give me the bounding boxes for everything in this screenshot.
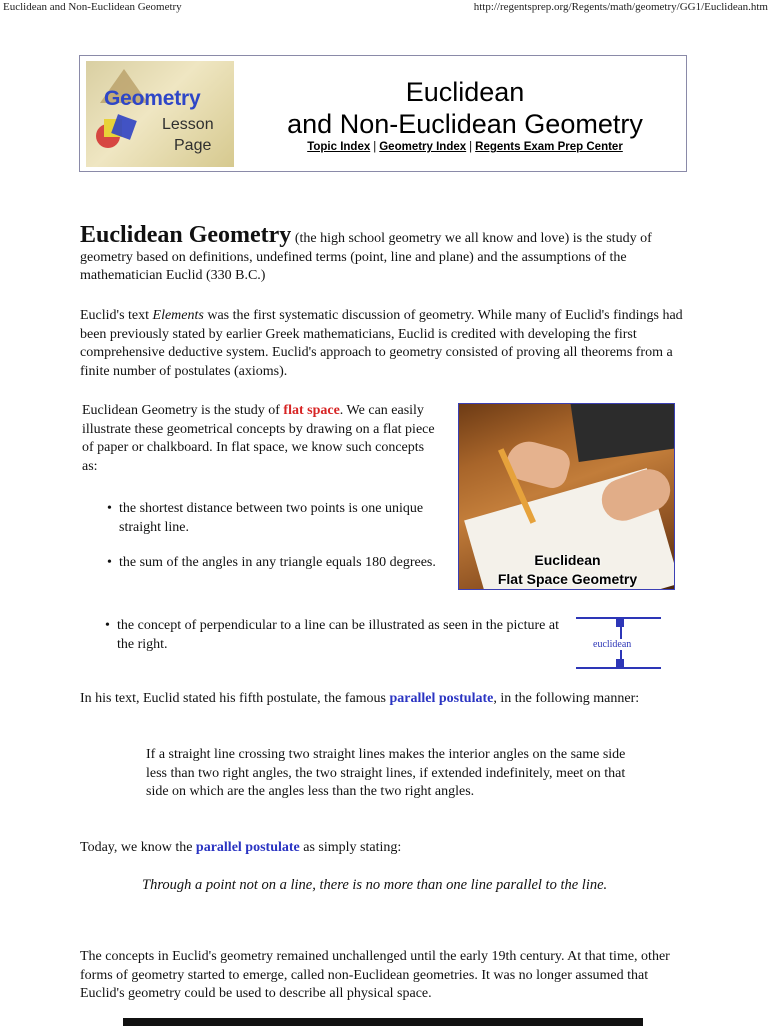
regents-exam-prep-link[interactable]: Regents Exam Prep Center <box>475 141 623 153</box>
parallel-intro-paragraph <box>80 690 685 709</box>
logo-line2: Page <box>174 137 212 154</box>
flat-space-photo <box>458 403 675 590</box>
geometry-lesson-logo[interactable] <box>86 61 234 167</box>
list-item <box>105 617 567 654</box>
page-title <box>255 76 675 140</box>
photo-caption-line2: Flat Space Geometry <box>497 571 638 587</box>
perpendicular-diagram <box>576 615 661 671</box>
today-text-start: Today, we know the <box>80 840 196 855</box>
today-text-rest: as simply stating: <box>299 840 402 855</box>
closing-paragraph: The concepts in Euclid's geometry remained unchallenged until the early 19th century. At that time, other forms of geometry started to emerge, called non-Euclidean geometries. It was no longer assumed that Euclid's geometry could be used to describe all physical space. <box>80 949 670 1001</box>
perp-diagram-label: euclidean <box>593 639 632 650</box>
bullet-icon: • <box>105 618 110 633</box>
right-angle-marker-icon <box>616 659 624 667</box>
list-item <box>107 554 439 573</box>
bullet-icon: • <box>107 555 112 570</box>
parallel-postulate-quote: Through a point not on a line, there is no more than one line parallel to the line. <box>142 877 608 893</box>
bullet-text: the shortest distance between two points is one unique straight line. <box>119 501 424 535</box>
logo-line1: Lesson <box>162 116 214 133</box>
link-separator: | <box>373 141 377 153</box>
fifth-postulate-quote: If a straight line crossing two straight lines makes the interior angles on the same side less than two right angles, the two straight lines, if extended indefinitely, meet on that side on which are the angles less than the two right angles. <box>146 747 626 799</box>
link-separator: | <box>469 141 473 153</box>
today-paragraph <box>80 839 685 858</box>
intro-text: (the high school geometry we all know and love) is the study of geometry based on definitions, undefined terms (point, line and plane) and the assumptions of the mathematician Euclid (330 B.C.) <box>80 231 652 283</box>
print-header <box>0 0 768 16</box>
elements-text-start: Euclid's text <box>80 308 153 323</box>
elements-book-title: Elements <box>152 308 204 323</box>
logo-title: Geometry <box>104 87 201 110</box>
flat-space-paragraph <box>82 402 442 476</box>
parallel-postulate-link[interactable]: parallel postulate <box>195 840 300 855</box>
print-header-url: http://regentsprep.org/Regents/math/geometry/GG1/Euclidean.htm <box>473 1 768 13</box>
elements-text-rest: was the first systematic discussion of geometry. While many of Euclid's findings had been previously stated by earlier Greek mathematicians, Euclid is credited with developing the first comprehensive deductive system. Euclid's approach to geometry consisted of proving all theorems from a finite number of postulates (axioms). <box>80 308 683 379</box>
photo-sleeve <box>570 403 675 462</box>
page-banner <box>79 55 687 172</box>
list-item <box>107 500 439 537</box>
intro-paragraph <box>80 222 685 286</box>
print-header-title: Euclidean and Non-Euclidean Geometry <box>3 1 182 13</box>
parallel-text-start: In his text, Euclid stated his fifth postulate, the famous <box>80 691 390 706</box>
bottom-image-edge <box>123 1018 643 1026</box>
nav-links <box>255 141 675 153</box>
page-title-line1: Euclidean <box>405 77 525 107</box>
bullet-text: the sum of the angles in any triangle equals 180 degrees. <box>119 555 436 570</box>
photo-caption-line1: Euclidean <box>534 552 601 568</box>
bullet-text: the concept of perpendicular to a line can be illustrated as seen in the picture at the right. <box>117 618 559 652</box>
parallel-line-bottom <box>576 667 661 669</box>
right-angle-marker-icon <box>616 619 624 627</box>
elements-paragraph <box>80 307 685 381</box>
parallel-postulate-link[interactable]: parallel postulate <box>389 691 494 706</box>
flat-space-text-rest: . We can easily illustrate these geometrical concepts by drawing on a flat piece of paper or chalkboard. In flat space, we know such concepts as: <box>82 403 435 474</box>
intro-term: Euclidean Geometry <box>80 222 292 248</box>
flat-space-highlight: flat space <box>283 403 340 418</box>
page-title-line2: and Non-Euclidean Geometry <box>287 109 643 139</box>
flat-space-text-start: Euclidean Geometry is the study of <box>82 403 284 418</box>
topic-index-link[interactable]: Topic Index <box>307 141 371 153</box>
geometry-index-link[interactable]: Geometry Index <box>379 141 467 153</box>
bullet-icon: • <box>107 501 112 516</box>
parallel-text-rest: , in the following manner: <box>493 691 640 706</box>
